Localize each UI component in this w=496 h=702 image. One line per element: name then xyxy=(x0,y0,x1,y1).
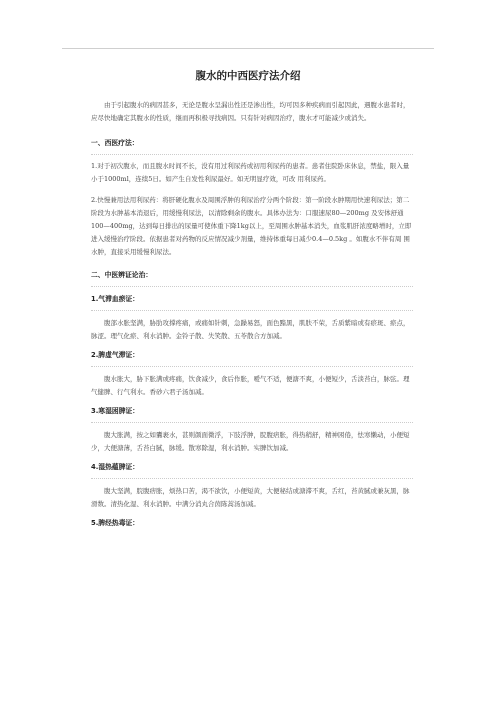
syndrome-text-2: 腹水胀大，胁下胀满或疼痛，饮食减少，食后作胀，嗳气不适，便溏不爽，小便短少，舌淡苔白，脉弦。理气健脾、行气利水。香砂六君子汤加减。 xyxy=(91,375,410,396)
syndrome-text-1: 腹部水胀坚满，胁肋攻撑疼痛，或痛如针刺，急躁易怒，面色黯黑，肌肤不荣，舌质紫暗或有瘀斑、瘀点，脉涩。理气化瘀、利水消肿。金铃子散、失笑散、五苓散合方加减。 xyxy=(91,319,410,340)
syndrome-text-4: 腹大坚满，脘腹痞胀，烦热口苦，渴不欲饮，小便短黄，大便秘结或溏滞不爽，舌红，苔黄腻或兼灰黑，脉滑数。清热化湿、利水消肿。中满分消丸合茵陈蒿汤加减。 xyxy=(91,487,410,508)
header-rule xyxy=(62,48,434,49)
document-title: 腹水的中西医疗法介绍 xyxy=(195,70,301,82)
section-heading-tcm: 二、中医辨证论治： xyxy=(91,271,153,279)
document-body xyxy=(91,99,413,529)
intro-paragraph: 由于引起腹水的病因甚多，无论是腹水呈漏出性还是渗出性，均可因多种疾病而引起因此，遇腹水患者时，应尽快地确定其腹水的性质，继而再积极寻找病因。只有针对病因治疗，腹水才可能减少或消失。 xyxy=(91,101,410,122)
syndrome-heading-3: 3.寒湿困脾证： xyxy=(91,407,140,415)
western-paragraph-1: 1.对于初次腹水，而且腹水时间不长，没有用过利尿药或初用利尿药的患者。患者住院卧床休息，禁盐，限入量小于1000ml，连续5日。如产生自发性利尿最好。如无明显疗效，可改 用利尿药。 xyxy=(91,162,410,183)
syndrome-heading-1: 1.气滞血瘀证： xyxy=(91,295,140,303)
western-paragraph-2: 2.快慢兼用法用利尿药：将肝硬化腹水及周围浮肿的利尿治疗分两个阶段：第一阶段水肿期用快速利尿法；第二阶段为水肿基本消退后，用缓慢利尿法，以清除剩余的腹水。具体办法为：口服速尿80—200mg 及安体舒通100—400mg，达到每日排出的尿量可使体重下降1kg以上，至周围水肿基本消失，血浆肌肝浓度略增时，立即进入缓慢治疗阶段。依据患者对药物的反应情况减少剂量，维持体重每日减少0.4—0.5kg 。如腹水不伴有周 围水肿，直接采用缓慢利尿法。 xyxy=(91,196,412,256)
section-divider xyxy=(91,310,413,311)
section-divider xyxy=(91,286,413,287)
section-heading-western: 一、西医疗法： xyxy=(91,139,139,147)
section-divider xyxy=(91,422,413,423)
syndrome-heading-5: 5.脾经热毒证： xyxy=(91,519,140,527)
section-divider xyxy=(91,478,413,479)
section-divider xyxy=(91,154,413,155)
syndrome-heading-2: 2.脾虚气滞证： xyxy=(91,351,140,359)
syndrome-text-3: 腹大胀满，按之如囊裹水，甚则颜面微浮，下肢浮肿，脘腹痞胀，得热稍舒，精神困倦，怯寒懒动，小便短少，大便溏薄，舌苔白腻，脉缓。散寒除湿，利水消肿。实脾饮加减。 xyxy=(91,431,410,452)
syndrome-heading-4: 4.湿热蕴脾证： xyxy=(91,463,140,471)
section-divider xyxy=(91,366,413,367)
